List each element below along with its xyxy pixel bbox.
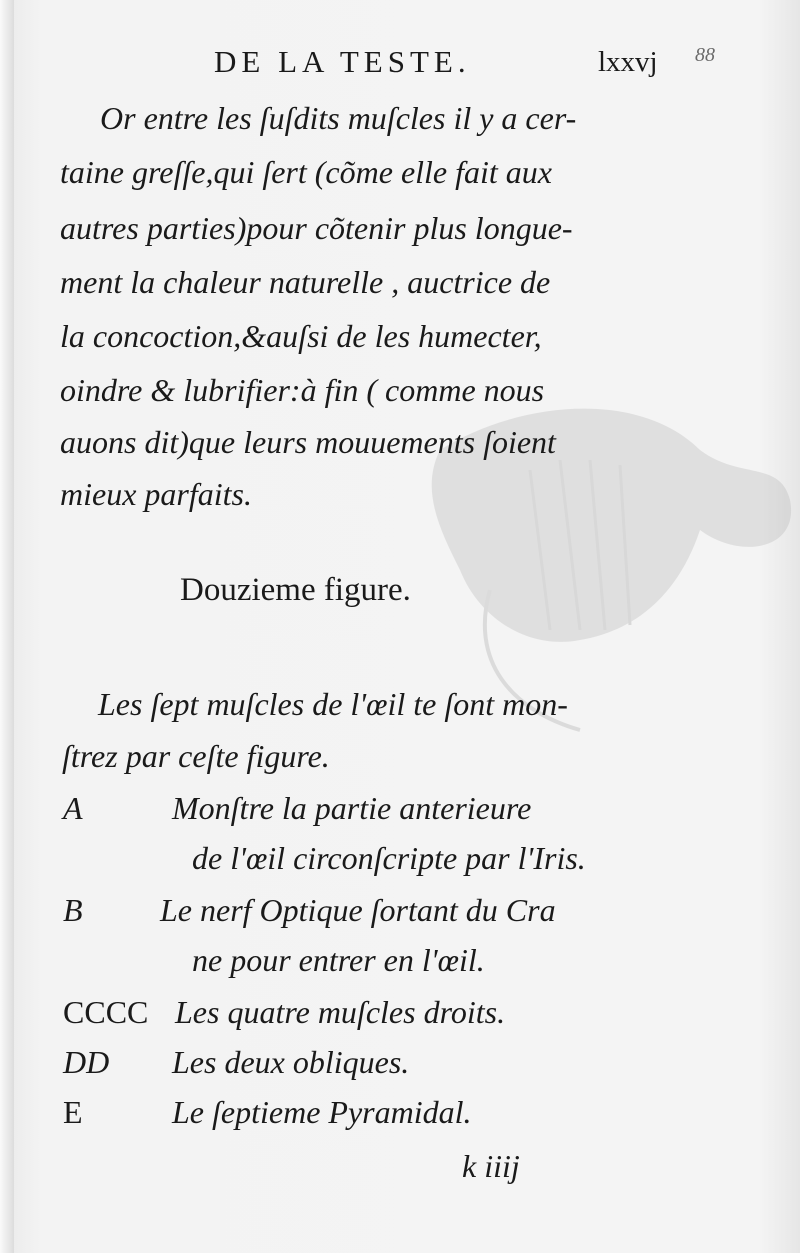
running-head [0,44,800,84]
legend-entry [0,1044,800,1092]
handwritten-folio-mark: 88 [695,44,715,66]
paragraph-line: ment la chaleur naturelle , auctrice de [60,264,551,300]
paragraph-line: taine greſſe,qui ſert (cõme elle fait aux [60,154,552,190]
paragraph-line: la concoction,&auſsi de les humecter, [60,318,542,354]
legend-entry [0,994,800,1042]
legend-entry-continued [0,942,800,990]
legend-key: B [63,892,83,928]
legend-text: Les quatre muſcles droits. [175,994,506,1030]
legend-entry [0,1094,800,1142]
folio-number: lxxvj [598,46,658,78]
paragraph-line: oindre & lubrifier:à fin ( comme nous [60,372,545,408]
running-title: DE LA TESTE. [214,44,471,79]
legend-key: E [63,1094,83,1130]
paragraph-line: autres parties)pour cõtenir plus longue- [60,210,573,246]
paragraph-line: Or entre les ſuſdits muſcles il y a cer- [100,100,577,136]
legend-entry-continued [0,840,800,888]
legend-text: Le ſeptieme Pyramidal. [172,1094,472,1130]
figure-heading: Douzieme figure. [180,572,411,608]
legend-text: Le nerf Optique ſortant du Cra [160,892,556,928]
signature-mark: k iiij [462,1148,520,1184]
intro-line: ſtrez par ceſte figure. [62,738,330,774]
legend-text: de l'œil circonſcripte par l'Iris. [192,840,586,876]
legend-text: ne pour entrer en l'œil. [192,942,485,978]
legend-text: Monſtre la partie anterieure [172,790,532,826]
legend-text: Les deux obliques. [172,1044,410,1080]
paragraph-line: auons dit)que leurs mouuements ſoient [60,424,556,460]
legend-entry [0,892,800,940]
legend-key: A [63,790,83,826]
intro-line: Les ſept muſcles de l'œil te ſont mon- [98,686,568,722]
legend-entry [0,790,800,838]
paragraph-line: mieux parfaits. [60,476,252,512]
legend-key: DD [63,1044,110,1080]
legend-key: CCCC [63,994,149,1030]
